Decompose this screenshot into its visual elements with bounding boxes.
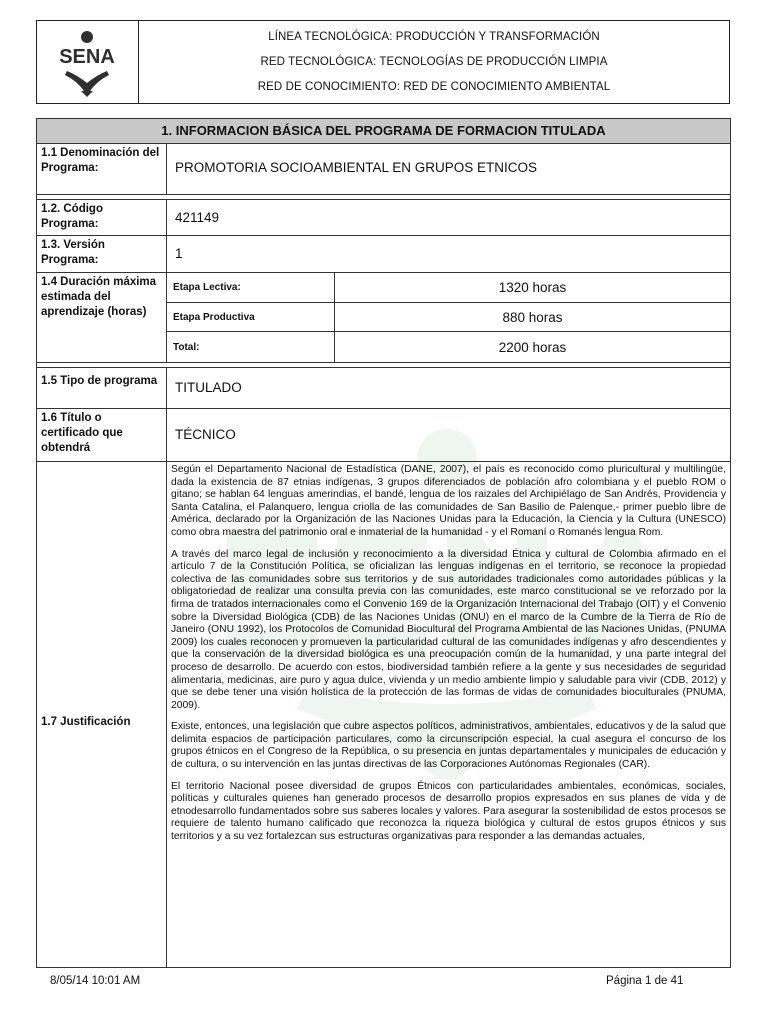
value-tipo: TITULADO	[175, 380, 242, 395]
justificacion-text	[167, 462, 730, 968]
label-denominacion: 1.1 Denominación del Programa:	[37, 144, 167, 194]
duracion-label-productiva: Etapa Productiva	[167, 303, 335, 332]
header-lines	[139, 21, 729, 103]
program-info-table	[36, 118, 731, 968]
label-titulo: 1.6 Título o certificado que obtendrá	[37, 409, 167, 461]
duracion-row-total	[167, 332, 730, 362]
value-denominacion: PROMOTORIA SOCIOAMBIENTAL EN GRUPOS ETNICOS	[175, 160, 538, 175]
section-title: 1. INFORMACION BÁSICA DEL PROGRAMA DE FORMACION TITULADA	[37, 119, 730, 144]
duracion-value-lectiva: 1320 horas	[498, 279, 567, 295]
duracion-label-lectiva: Etapa Lectiva:	[167, 273, 335, 302]
row-denominacion	[37, 144, 730, 195]
duracion-label-total: Total:	[167, 332, 335, 362]
sena-logo	[37, 21, 139, 103]
justificacion-paragraph: A través del marco legal de inclusión y reconocimiento a la diversidad Étnica y cultural de Colombia afirmado en el artículo 7 de la Constitución Política, se oficializan las lenguas indígenas en el territorio, se reconoce la propiedad colectiva de las comunidades sobre sus territorios y de sus autoridades tradicionales como autoridades públicas y la obligatoriedad de realizar una consulta previa con las comunidades, este marco constitucional se ve reforzado por la firma de tratados internacionales como el Convenio 169 de la Organización Internacional del Trabajo (OIT) y el Convenio sobre la Diversidad Biológica (CDB) de las Naciones Unidas (ONU) en el marco de la Cumbre de la Tierra de Río de Janeiro (ONU 1992), los Protocolos de Comunidad Biocultural del Programa Ambiental de las Naciones Unidas, (PNUMA 2009) los cuales reconocen y promueven la particularidad cultural de las comunidades indígenas y afro descendientes y que la conservación de la diversidad biológica es una preocupación común de la humanidad, y una parte integral del proceso de desarrollo. De acuerdo con estos, biodiversidad también refiere a la gente y sus necesidades de seguridad alimentaria, medicinas, aire puro y agua dulce, vivienda y un medio ambiente limpio y saludable para vivir (CDB, 2012) y que se debe tener una visión holística de la protección de las formas de vidas de comunidades bioculturales (PNUMA, 2009).	[171, 548, 726, 711]
duracion-value-productiva: 880 horas	[502, 309, 563, 325]
justificacion-paragraph: Existe, entonces, una legislación que cubre aspectos políticos, administrativos, ambientales, educativos y de la salud que delimita espacios de participación particulares, como la circunscripción especial, la cual asegura el concurso de los grupos étnicos en el Congreso de la República, o su presencia en juntas departamentales y municipales de educación y de cultura, o su intervención en las juntas directivas de las Corporaciones Autónomas Regionales (CAR).	[171, 721, 726, 771]
duracion-row-productiva	[167, 303, 730, 333]
label-justificacion: 1.7 Justificación	[37, 462, 167, 968]
label-duracion: 1.4 Duración máxima estimada del aprendizaje (horas)	[37, 273, 167, 362]
label-version: 1.3. Versión Programa:	[37, 236, 167, 272]
row-titulo	[37, 409, 730, 462]
page-header	[36, 20, 730, 104]
value-codigo: 421149	[175, 210, 220, 225]
logo-text: SENA	[59, 46, 115, 68]
row-tipo	[37, 368, 730, 409]
justificacion-paragraph: Según el Departamento Nacional de Estadística (DANE, 2007), el país es reconocido como pluricultural y multilingüe, dada la existencia de 87 etnias indígenas, 3 grupos diferenciados de población afro colombiana y el pueblo ROM o gitano; se hablan 64 lenguas amerindias, el bandé, lengua de los raizales del Archipiélago de San Andrés, Providencia y Santa Catalina, el Palanquero, lengua criolla de las comunidades de San Basilio de Palenque,- primer pueblo libre de América, declarado por la Organización de las Naciones Unidas para la Educación, la Ciencia y la Cultura (UNESCO) como obra maestra del patrimonio oral e inmaterial de la humanidad - y el Romaní o Romanés lengua Rom.	[171, 464, 726, 538]
duracion-row-lectiva	[167, 273, 730, 303]
label-tipo: 1.5 Tipo de programa	[37, 368, 167, 408]
header-line-red: RED TECNOLÓGICA: TECNOLOGÍAS DE PRODUCCIÓN LIMPIA	[260, 55, 608, 68]
value-version: 1	[175, 246, 183, 261]
label-codigo: 1.2. Código Programa:	[37, 200, 167, 235]
footer-date: 8/05/14 10:01 AM	[50, 975, 141, 987]
header-line-linea: LÍNEA TECNOLÓGICA: PRODUCCIÓN Y TRANSFORMACIÓN	[268, 31, 600, 44]
header-line-red-conocimiento: RED DE CONOCIMIENTO: RED DE CONOCIMIENTO AMBIENTAL	[257, 80, 611, 93]
footer-page-number: Página 1 de 41	[606, 975, 684, 987]
duracion-subtable	[167, 273, 730, 362]
justificacion-paragraph: El territorio Nacional posee diversidad de grupos Étnicos con particularidades ambientales, económicas, sociales, políticas y culturales quienes han generado procesos de desarrollo propios expresados en sus planes de vida y de etnodesarrollo fundamentados sobre sus saberes locales y valores. Para asegurar la sostenibilidad de estos procesos se requiere de talento humano calificado que reconozca la riqueza biológica y cultural de estos grupos étnicos y sus territorios y a su vez fortalezcan sus estructuras organizativas para responder a las demandas actuales,	[171, 780, 726, 843]
row-version	[37, 236, 730, 273]
value-titulo: TÉCNICO	[175, 427, 236, 442]
row-duracion	[37, 273, 730, 363]
row-codigo	[37, 200, 730, 236]
row-justificacion	[37, 462, 730, 968]
duracion-value-total: 2200 horas	[498, 339, 567, 355]
